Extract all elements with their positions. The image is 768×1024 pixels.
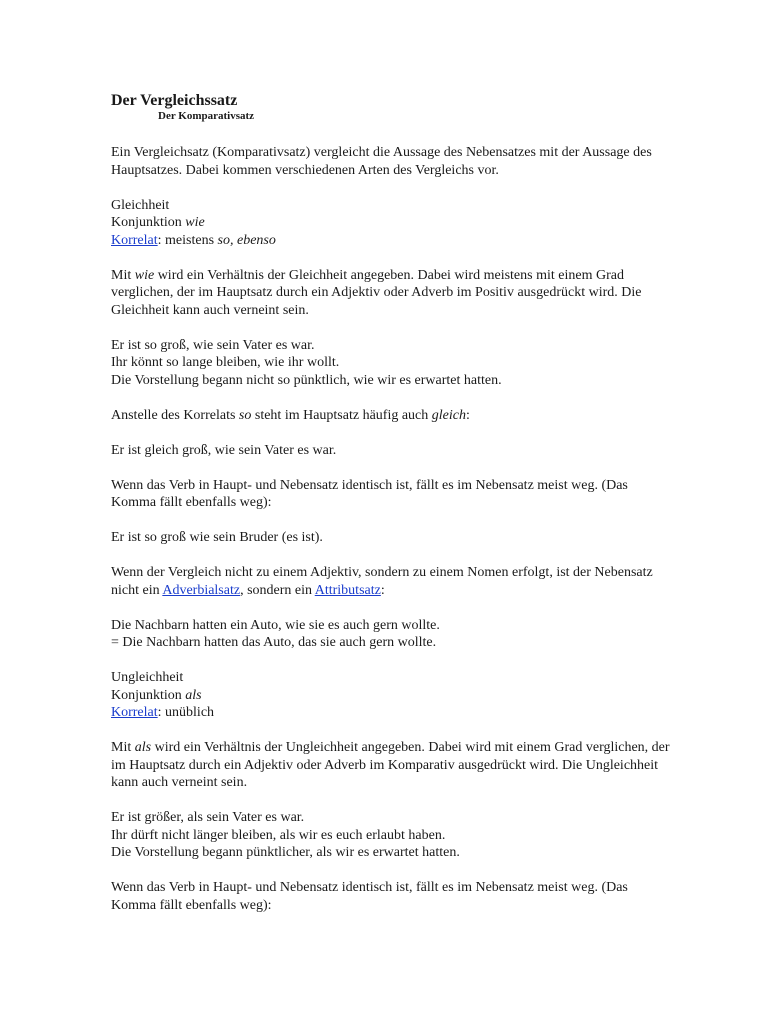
gleichheit-explanation: [111, 267, 671, 320]
korrelat-value: so, ebenso: [217, 232, 276, 248]
konjunktion-label: Konjunktion: [111, 687, 186, 703]
gleichheit-heading: Gleichheit: [111, 197, 170, 213]
text-span: Wenn der Vergleich nicht zu einem Adjektiv, sondern zu einem Nomen erfolgt, ist der Nebensatz nicht ein: [111, 565, 653, 598]
gleichheit-korrelat: [111, 232, 671, 250]
example-sentence: Er ist gleich groß, wie sein Vater es war.: [111, 442, 337, 458]
page-title: Der Vergleichssatz: [111, 92, 238, 109]
example-sentence: Die Vorstellung begann nicht so pünktlich, wie wir es erwartet hatten.: [111, 372, 502, 388]
korrelat-link[interactable]: Korrelat: [111, 705, 158, 720]
example-sentence: Die Nachbarn hatten ein Auto, wie sie es auch gern wollte.: [111, 617, 440, 633]
text-span: Anstelle des Korrelats: [111, 407, 239, 423]
document-body: [111, 92, 671, 914]
gleichheit-konjunktion: [111, 214, 671, 232]
text-span: steht im Hauptsatz häufig auch: [251, 407, 432, 423]
example-sentence: Ihr dürft nicht länger bleiben, als wir es euch erlaubt haben.: [111, 827, 446, 843]
adverbialsatz-link[interactable]: Adverbialsatz: [162, 582, 241, 598]
konjunktion-value: wie: [185, 215, 205, 230]
korrelat-text: : unüblich: [157, 705, 215, 720]
ungleichheit-konjunktion: [111, 687, 671, 705]
verb-omission-note: Wenn das Verb in Haupt- und Nebensatz identisch ist, fällt es im Nebensatz meist weg. (Das Komma fällt ebenfalls weg):: [111, 477, 628, 510]
emphasis: wie: [134, 267, 155, 283]
example-sentence: Die Vorstellung begann pünktlicher, als wir es erwartet hatten.: [111, 845, 460, 860]
example-sentence: Er ist so groß, wie sein Vater es war.: [111, 337, 315, 353]
text-span: :: [380, 582, 385, 598]
text-span: Mit: [111, 740, 135, 755]
ungleichheit-explanation: [111, 739, 671, 792]
verb-omission-note: Wenn das Verb in Haupt- und Nebensatz identisch ist, fällt es im Nebensatz meist weg. (Das Komma fällt ebenfalls weg):: [111, 880, 628, 913]
korrelat-note: [111, 407, 671, 425]
text-span: , sondern ein: [240, 582, 315, 598]
korrelat-text: : meistens: [157, 232, 218, 248]
text-span: :: [466, 407, 470, 423]
attributsatz-link[interactable]: Attributsatz: [314, 582, 381, 598]
ungleichheit-heading: Ungleichheit: [111, 670, 184, 685]
example-sentence: = Die Nachbarn hatten das Auto, das sie auch gern wollte.: [111, 635, 437, 650]
text-span: wird ein Verhältnis der Ungleichheit angegeben. Dabei wird mit einem Grad verglichen, der im Hauptsatz durch ein Adjektiv oder Adverb im Komparativ ausgedrückt wird. Die Ungleichheit kann auch verneint sein.: [111, 740, 670, 790]
example-sentence: Ihr könnt so lange bleiben, wie ihr wollt.: [111, 355, 340, 370]
nomen-note: [111, 564, 671, 599]
intro-paragraph: Ein Vergleichsatz (Komparativsatz) vergleicht die Aussage des Nebensatzes mit der Aussage des Hauptsatzes. Dabei kommen verschiedenen Arten des Vergleichs vor.: [111, 145, 652, 178]
konjunktion-value: als: [185, 687, 202, 703]
example-sentence: Er ist größer, als sein Vater es war.: [111, 810, 305, 825]
emphasis: so: [238, 407, 252, 423]
text-span: wird ein Verhältnis der Gleichheit angegeben. Dabei wird meistens mit einem Grad verglichen, der im Hauptsatz durch ein Adjektiv oder Adverb im Positiv ausgedrückt wird. Die Gleichheit kann auch verneint sein.: [111, 267, 642, 318]
korrelat-link[interactable]: Korrelat: [111, 232, 158, 248]
ungleichheit-korrelat: [111, 704, 671, 722]
example-sentence: Er ist so groß wie sein Bruder (es ist).: [111, 530, 323, 545]
emphasis: gleich: [431, 407, 466, 423]
konjunktion-label: Konjunktion: [111, 215, 186, 230]
text-span: Mit: [111, 267, 135, 283]
page-subtitle: Der Komparativsatz: [158, 110, 255, 122]
emphasis: als: [134, 740, 152, 755]
